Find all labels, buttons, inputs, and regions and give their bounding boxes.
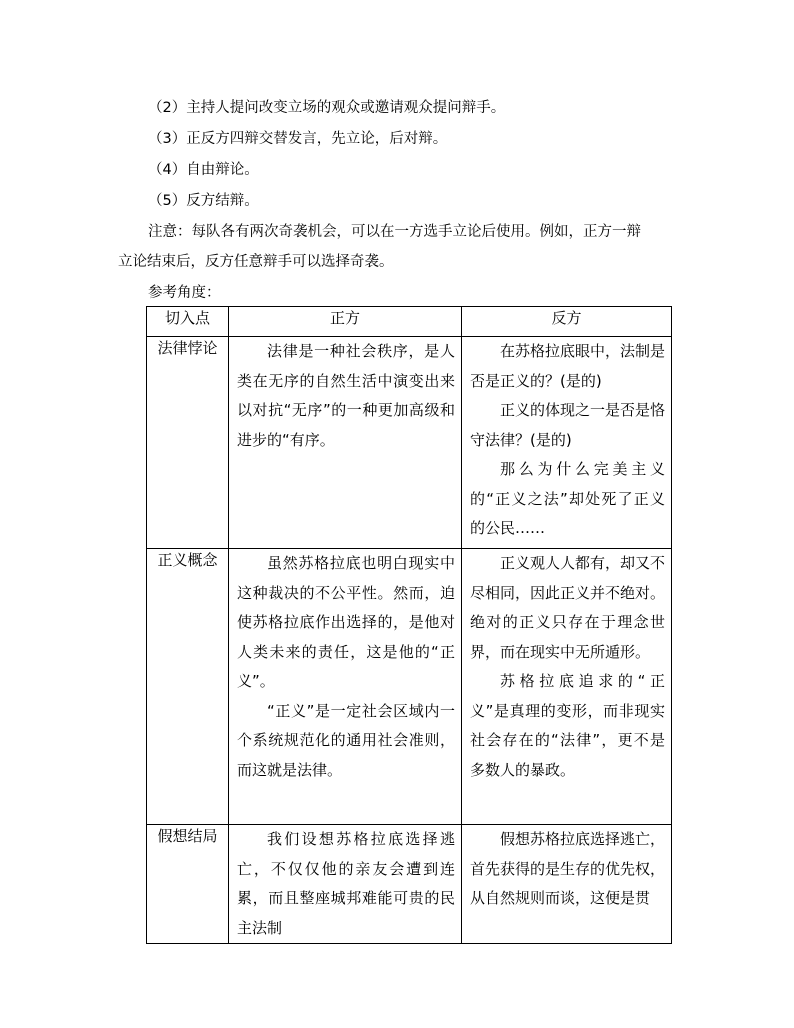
reference-label: 参考角度：	[148, 285, 221, 301]
row-pro	[229, 337, 462, 549]
step-5: （5）反方结辩。	[148, 193, 259, 209]
row-con	[462, 825, 672, 944]
note-line-1: 注意：每队各有两次奇袭机会，可以在一方选手立论后使用。例如，正方一辩	[148, 224, 641, 240]
table-row	[147, 549, 672, 825]
header-con: 反方	[462, 307, 672, 337]
con-paragraph: 那么为什么完美主义的“正义之法”却处死了正义的公民……	[470, 460, 665, 537]
table-row	[147, 337, 672, 549]
pro-paragraph: 我们设想苏格拉底选择逃亡，不仅仅他的亲友会遭到连累，而且整座城邦难能可贵的民主法制	[237, 830, 455, 937]
row-con	[462, 337, 672, 549]
step-4: （4）自由辩论。	[148, 162, 259, 178]
table-header-row	[147, 307, 672, 337]
step-2: （2）主持人提问改变立场的观众或邀请观众提问辩手。	[148, 100, 506, 116]
argument-table	[146, 306, 672, 944]
pro-paragraph: “正义”是一定社会区域内一个系统规范化的通用社会准则，而这就是法律。	[237, 701, 455, 779]
row-point: 正义概念	[147, 549, 229, 825]
row-point: 法律悖论	[147, 337, 229, 549]
con-paragraph: 在苏格拉底眼中，法制是否是正义的？(是的)	[470, 342, 666, 390]
con-paragraph: 假想苏格拉底选择逃亡，首先获得的是生存的优先权，从自然规则而谈，这便是贯	[470, 830, 666, 907]
row-pro	[229, 825, 462, 944]
note-line-2: 立论结束后，反方任意辩手可以选择奇袭。	[118, 254, 394, 270]
row-point: 假想结局	[147, 825, 229, 944]
con-paragraph: 正义观人人都有，却又不尽相同，因此正义并不绝对。绝对的正义只存在于理念世界，而在现实中无所遁形。	[470, 554, 666, 661]
header-pro: 正方	[229, 307, 462, 337]
step-3: （3）正反方四辩交替发言，先立论，后对辩。	[148, 131, 448, 147]
row-pro	[229, 549, 462, 825]
con-paragraph: 苏格拉底追求的“正义”是真理的变形，而非现实社会存在的“法律”，更不是多数人的暴政。	[470, 672, 665, 779]
header-point: 切入点	[147, 307, 229, 337]
row-con	[462, 549, 672, 825]
table-row	[147, 825, 672, 944]
pro-paragraph: 虽然苏格拉底也明白现实中这种裁决的不公平性。然而，迫使苏格拉底作出选择的，是他对人类未来的责任，这是他的“正义”。	[237, 554, 455, 690]
pro-paragraph: 法律是一种社会秩序，是人类在无序的自然生活中演变出来以对抗“无序”的一种更加高级和进步的“有序。	[237, 342, 455, 449]
con-paragraph: 正义的体现之一是否是恪守法律？(是的)	[470, 401, 666, 449]
